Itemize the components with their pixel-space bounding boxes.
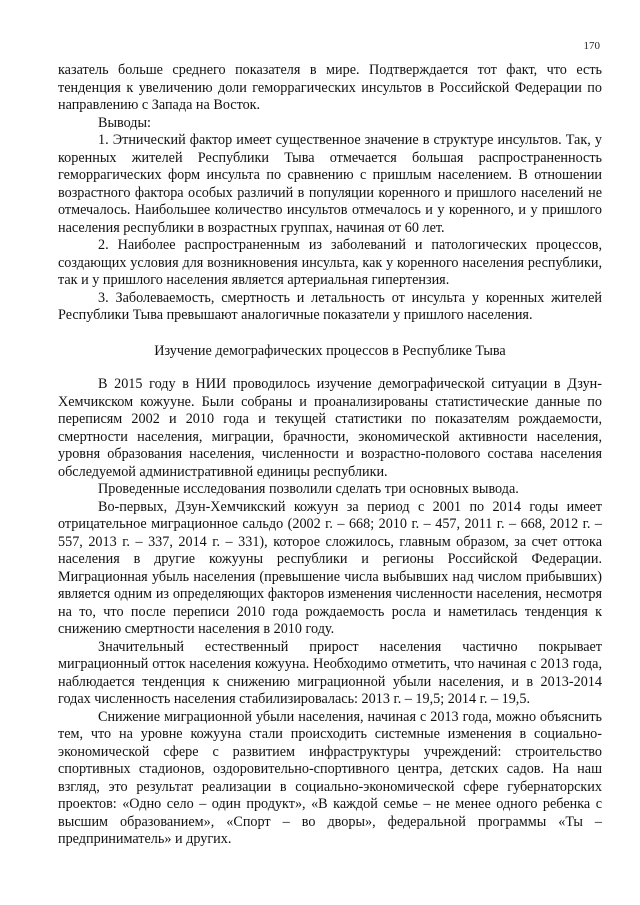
conclusion-3: 3. Заболеваемость, смертность и летальность от инсульта у коренных жителей Республики Тыва превышают аналогичные показатели у пришлого населения. [58, 289, 602, 323]
page-number: 170 [583, 40, 600, 52]
body-text [58, 62, 602, 849]
conclusion-2: 2. Наиболее распространенным из заболеваний и патологических процессов, создающих условия для возникновения инсульта, как у коренного населения республики, так и у пришлого населения является артериальная гипертензия. [58, 237, 602, 288]
paragraph-first-finding: Во-первых, Дзун-Хемчикский кожуун за период с 2001 по 2014 годы имеет отрицательное миграционное сальдо (2002 г. – 668; 2010 г. – 457, 2011 г. – 668, 2012 г. – 557, 2013 г. – 337, 2014 г. – 331), которое сложилось, главным образом, за счет оттока населения в другие кожууны республики и регионы Российской Федерации. Миграционная убыль населения (превышение числа выбывших над числом прибывших) является одним из определяющих факторов изменения численности населения, несмотря на то, что после переписи 2010 года рождаемость росла и наметилась тенденция к снижению смертности населения в 2010 году. [58, 498, 602, 637]
section-heading: Изучение демографических процессов в Республике Тыва [154, 342, 506, 359]
paragraph-study: В 2015 году в НИИ проводилось изучение демографической ситуации в Дзун-Хемчикском кожууне. Были собраны и проанализированы статистические данные по переписям 2002 и 2010 года и текущей статистики по показателям рождаемости, смертности населения, миграции, брачности, экономической активности населения, уровня образования населения, численности и возрастно-полового состава населения обследуемой административной единицы республики. [58, 376, 602, 480]
paragraph-continuation: казатель больше среднего показателя в мире. Подтверждается тот факт, что есть тенденция к увеличению доли геморрагических инсультов в Российской Федерации по направлению с Запада на Восток. [58, 62, 602, 113]
conclusion-1: 1. Этнический фактор имеет существенное значение в структуре инсультов. Так, у коренных жителей Республики Тыва отмечается большая распространенность геморрагических форм инсульта по сравнению с пришлым населением. В отношении возрастного фактора особых различий в популяции коренного и пришлого населений не отмечалось. Наибольшее количество инсультов отмечалось и у коренного, и у пришлого населения республики в возрастных группах, начиная от 60 лет. [58, 132, 602, 236]
paragraph-migration-decline: Снижение миграционной убыли населения, начиная с 2013 года, можно объяснить тем, что на уровне кожууна стали происходить системные изменения в социально-экономической сфере с развитием инфраструктуры учреждений: строительство спортивных стадионов, оздоровительно-спортивного центра, детских садов. На наш взгляд, это результат реализации в социально-экономической сфере губернаторских проектов: «Одно село – один продукт», «В каждой семье – не менее одного ребенка с высшим образованием», «Спорт – во дворы», федеральной программы «Ты – предприниматель» и других. [58, 708, 602, 847]
paragraph-natural-growth: Значительный естественный прирост населения частично покрывает миграционный отток населения кожууна. Необходимо отметить, что начиная с 2013 года, наблюдается тенденция к снижению миграционной убыли населения, и в 2013-2014 годах численность населения стабилизировалась: 2013 г. – 19,5; 2014 г. – 19,5. [58, 638, 602, 707]
conclusions-label: Выводы: [98, 114, 151, 131]
paragraph-three-findings: Проведенные исследования позволили сделать три основных вывода. [98, 481, 519, 497]
